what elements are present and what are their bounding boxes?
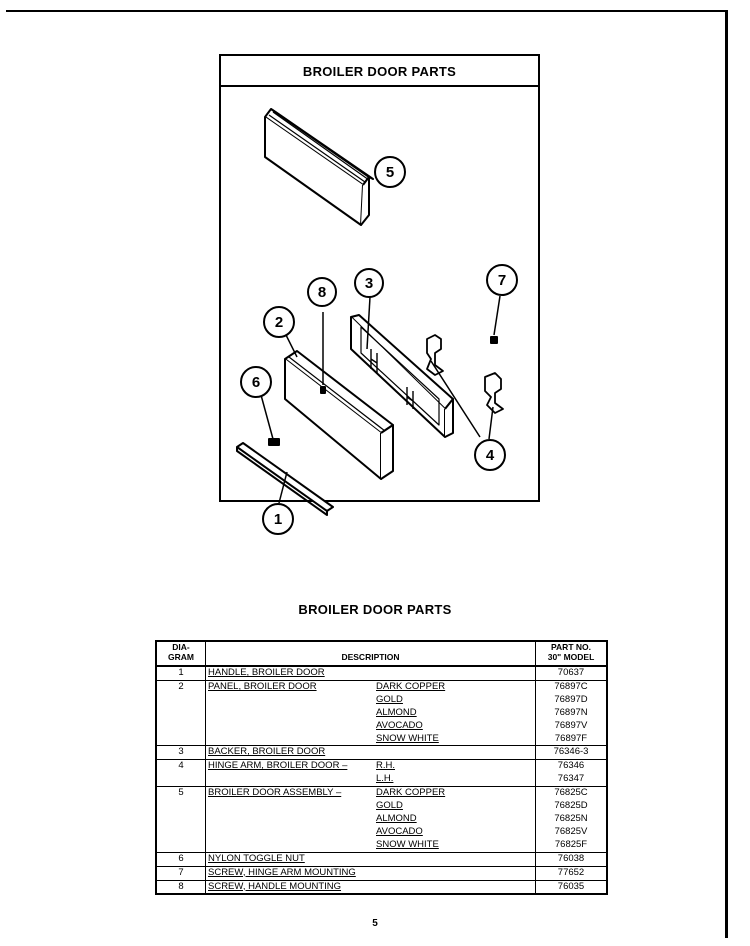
- description-text: SCREW, HINGE ARM MOUNTING: [208, 866, 356, 878]
- header-part-line2: 30" MODEL: [547, 652, 595, 662]
- finish-text: DARK COPPER: [376, 787, 446, 799]
- finish-text: ALMOND: [376, 706, 417, 718]
- part-number-cell: 76825N: [554, 812, 588, 824]
- callout-5: 5: [385, 164, 395, 181]
- part-number-cell: 76035: [536, 880, 608, 894]
- diagram-title: BROILER DOOR PARTS: [221, 56, 538, 87]
- table-row: [156, 839, 607, 852]
- finish-text: GOLD: [376, 693, 403, 705]
- part-number-cell: 76825F: [554, 838, 588, 850]
- table-row: [156, 707, 607, 720]
- finish-text: R.H.: [376, 760, 395, 772]
- part-number-cell: 76038: [536, 852, 608, 866]
- diagram-number-cell: 5: [156, 787, 206, 800]
- part-number-cell: 76897C: [536, 680, 608, 693]
- header-description: DESCRIPTION: [206, 641, 536, 666]
- table-row: [156, 666, 607, 680]
- header-diagram: [156, 641, 206, 666]
- diagram-number-cell: [156, 800, 206, 813]
- diagram-number-cell: [156, 813, 206, 826]
- screw-7: [491, 337, 497, 343]
- header-part-line1: PART NO.: [551, 642, 591, 652]
- diagram-number-cell: [156, 707, 206, 720]
- table-row: [156, 787, 607, 800]
- diagram-number-cell: 7: [156, 866, 206, 880]
- nylon-nut-6: [269, 439, 279, 445]
- description-text: BACKER, BROILER DOOR: [208, 746, 326, 758]
- finish-text: AVOCADO: [376, 825, 423, 837]
- part-number-cell: 76897N: [554, 706, 588, 718]
- part-number-cell: 76825D: [554, 800, 588, 812]
- table-row: [156, 720, 607, 733]
- exploded-diagram: [219, 54, 540, 528]
- description-cell: [206, 694, 536, 707]
- parts-table: [155, 640, 608, 895]
- table-row: [156, 694, 607, 707]
- diagram-number-cell: 2: [156, 680, 206, 693]
- finish-text: GOLD: [376, 800, 403, 812]
- description-cell: [206, 760, 536, 773]
- description-cell: [206, 826, 536, 839]
- diagram-number-cell: 6: [156, 852, 206, 866]
- callout-7: 7: [497, 272, 507, 289]
- description-text: HANDLE, BROILER DOOR: [208, 667, 325, 678]
- diagram-number-cell: 8: [156, 880, 206, 894]
- description-text: SCREW, HANDLE MOUNTING: [208, 880, 342, 892]
- table-row: [156, 746, 607, 760]
- table-row: [156, 800, 607, 813]
- description-cell: [206, 707, 536, 720]
- description-cell: [206, 866, 536, 880]
- table-row: [156, 866, 607, 880]
- broiler-door-assembly-part: [265, 109, 373, 225]
- page-number: 5: [372, 918, 378, 929]
- diagram-number-cell: 4: [156, 760, 206, 773]
- diagram-drawing: [221, 87, 538, 528]
- description-cell: [206, 733, 536, 746]
- part-number-cell: 76897D: [554, 693, 588, 705]
- header-part-number: [536, 641, 608, 666]
- description-cell: [206, 680, 536, 693]
- part-number-cell: 76346-3: [536, 746, 608, 760]
- description-cell: [206, 666, 536, 680]
- diagram-number-cell: 3: [156, 746, 206, 760]
- diagram-number-cell: [156, 694, 206, 707]
- parts-table-body: [156, 666, 607, 894]
- finish-text: SNOW WHITE: [376, 732, 439, 744]
- part-number-cell: 76897V: [554, 719, 588, 731]
- callout-8: 8: [317, 284, 327, 301]
- table-row: [156, 813, 607, 826]
- finish-text: ALMOND: [376, 812, 417, 824]
- finish-text: AVOCADO: [376, 719, 423, 731]
- callout-6: 6: [251, 374, 261, 391]
- description-cell: [206, 839, 536, 852]
- description-cell: [206, 800, 536, 813]
- callout-4: 4: [485, 447, 495, 464]
- diagram-number-cell: [156, 720, 206, 733]
- finish-text: SNOW WHITE: [376, 838, 439, 850]
- screw-8: [321, 387, 325, 393]
- description-cell: [206, 773, 536, 786]
- description-cell: [206, 880, 536, 894]
- finish-text: DARK COPPER: [376, 680, 446, 692]
- table-row: [156, 880, 607, 894]
- table-header-row: [156, 641, 607, 666]
- table-row: [156, 826, 607, 839]
- description-text: PANEL, BROILER DOOR: [208, 680, 317, 692]
- part-number-cell: 76825V: [554, 825, 588, 837]
- diagram-number-cell: [156, 826, 206, 839]
- part-number-cell: 76347: [557, 773, 585, 785]
- part-number-cell: 70637: [536, 666, 608, 680]
- description-cell: [206, 720, 536, 733]
- table-row: [156, 680, 607, 693]
- callout-3: 3: [364, 275, 374, 292]
- description-cell: [206, 852, 536, 866]
- description-text: BROILER DOOR ASSEMBLY –: [208, 787, 342, 799]
- diagram-number-cell: [156, 839, 206, 852]
- part-number-cell: 76825C: [536, 787, 608, 800]
- finish-text: L.H.: [376, 773, 394, 785]
- table-row: [156, 852, 607, 866]
- table-row: [156, 733, 607, 746]
- header-diagram-line2: GRAM: [168, 652, 194, 662]
- callout-2: 2: [274, 314, 284, 331]
- part-number-cell: 76897F: [554, 732, 588, 744]
- table-row: [156, 773, 607, 786]
- table-row: [156, 760, 607, 773]
- description-text: NYLON TOGGLE NUT: [208, 852, 305, 864]
- header-diagram-line1: DIA-: [172, 642, 190, 652]
- description-text: HINGE ARM, BROILER DOOR –: [208, 760, 348, 772]
- part-number-cell: 77652: [536, 866, 608, 880]
- table-title: BROILER DOOR PARTS: [298, 602, 452, 617]
- description-cell: [206, 813, 536, 826]
- diagram-number-cell: [156, 773, 206, 786]
- description-cell: [206, 746, 536, 760]
- diagram-number-cell: 1: [156, 666, 206, 680]
- callout-1: 1: [273, 511, 283, 528]
- description-cell: [206, 787, 536, 800]
- part-number-cell: 76346: [536, 760, 608, 773]
- diagram-number-cell: [156, 733, 206, 746]
